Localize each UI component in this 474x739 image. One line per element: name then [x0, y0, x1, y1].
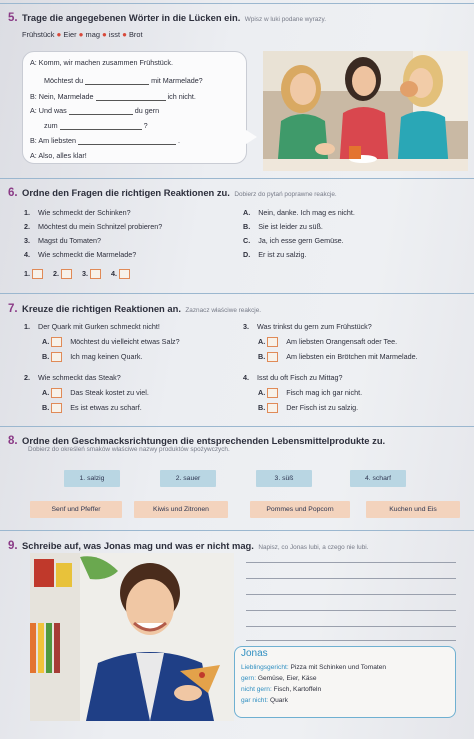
writing-line[interactable] [246, 640, 456, 641]
checkbox[interactable] [267, 352, 278, 362]
checkbox[interactable] [51, 352, 62, 362]
info-label: gar nicht: [241, 697, 269, 704]
product-chip[interactable]: Pommes und Popcorn [250, 501, 350, 518]
answer-slots [24, 269, 130, 279]
speech-bubble-tail [243, 128, 257, 146]
ex9-header [8, 536, 368, 554]
answer-text: Nein, danke. Ich mag es nicht. [258, 208, 355, 217]
ex6-title: Ordne den Fragen die richtigen Reaktionen zu. [22, 187, 230, 198]
ex7-option [258, 403, 358, 413]
question-text: Wie schmeckt der Schinken? [38, 208, 131, 217]
checkbox[interactable] [267, 388, 278, 398]
taste-chip[interactable]: 1. salzig [64, 470, 120, 487]
info-label: nicht gern: [241, 686, 272, 693]
checkbox[interactable] [51, 337, 62, 347]
info-row [241, 675, 317, 682]
separator [0, 3, 474, 4]
writing-line[interactable] [246, 562, 456, 563]
product-chip[interactable]: Kiwis und Zitronen [134, 501, 228, 518]
dialog-line: A: Komm, wir machen zusammen Frühstück. [30, 58, 173, 67]
question-number: 1. [24, 208, 30, 217]
answer-letter: B. [243, 222, 251, 231]
info-value: Gemüse, Eier, Käse [257, 675, 317, 682]
bullet-dot: ● [122, 30, 127, 39]
slot-number: 1. [24, 269, 30, 278]
question-item [24, 250, 136, 259]
separator [0, 293, 474, 294]
ex7-title: Kreuze die richtigen Reaktionen an. [22, 303, 181, 314]
option-text: Ich mag keinen Quark. [70, 352, 143, 361]
breakfast-photo [263, 51, 468, 171]
ex7-option [258, 388, 362, 398]
option-letter: A. [258, 337, 266, 346]
separator [0, 426, 474, 427]
ex7-option [42, 352, 143, 362]
word-bank-item: Frühstück [22, 30, 55, 39]
option-text: Der Fisch ist zu salzig. [286, 403, 359, 412]
info-value: Pizza mit Schinken und Tomaten [290, 664, 387, 671]
question-text: Der Quark mit Gurken schmeckt nicht! [38, 322, 160, 331]
ex5-word-bank [22, 30, 143, 39]
dialog-text: zum [44, 121, 58, 130]
info-row [241, 664, 386, 671]
gap-field[interactable] [69, 107, 133, 115]
question-text: Magst du Tomaten? [38, 236, 101, 245]
answer-box[interactable] [32, 269, 43, 279]
option-text: Am liebsten Orangensaft oder Tee. [286, 337, 398, 346]
info-value: Fisch, Kartoffeln [273, 686, 322, 693]
ex5-number: 5. [8, 12, 18, 24]
question-number: 2. [24, 222, 30, 231]
question-text: Isst du oft Fisch zu Mittag? [257, 373, 343, 382]
option-text: Möchtest du vielleicht etwas Salz? [70, 337, 180, 346]
word-bank-item: isst [108, 30, 120, 39]
question-number: 1. [24, 322, 30, 331]
question-text: Wie schmeckt die Marmelade? [38, 250, 137, 259]
slot-number: 3. [82, 269, 88, 278]
ex6-hint: Dobierz do pytań poprawne reakcje. [234, 191, 337, 198]
word-bank-item: Brot [128, 30, 143, 39]
dialog-text: du gern [134, 106, 160, 115]
dialog-text: ich nicht. [167, 92, 196, 101]
dialog-text: Möchtest du [44, 76, 84, 85]
info-label: gern: [241, 675, 257, 682]
question-number: 4. [243, 373, 249, 382]
ex8-number: 8. [8, 435, 18, 447]
answer-item [243, 250, 307, 259]
option-letter: B. [42, 352, 50, 361]
option-letter: A. [42, 388, 50, 397]
ex7-option [42, 403, 142, 413]
question-text: Wie schmeckt das Steak? [38, 373, 121, 382]
checkbox[interactable] [51, 388, 62, 398]
answer-letter: D. [243, 250, 251, 259]
option-letter: B. [258, 403, 266, 412]
question-item [24, 208, 131, 217]
answer-item [243, 222, 323, 231]
ex5-header [8, 8, 326, 26]
option-letter: B. [258, 352, 266, 361]
checkbox[interactable] [267, 403, 278, 413]
dialog-line [30, 92, 196, 101]
slot-number: 2. [53, 269, 59, 278]
writing-line[interactable] [246, 594, 456, 595]
slot-number: 4. [111, 269, 117, 278]
answer-item [243, 208, 355, 217]
ex7-number: 7. [8, 303, 18, 315]
ex7-question [24, 322, 160, 331]
jonas-name: Jonas [241, 648, 268, 659]
word-bank-item: Eier [63, 30, 77, 39]
dialog-text: ? [143, 121, 148, 130]
dialog-text: mit Marmelade? [151, 76, 203, 85]
answer-letter: A. [243, 208, 251, 217]
product-chip[interactable]: Kuchen und Eis [366, 501, 460, 518]
question-item [24, 236, 101, 245]
question-number: 3. [24, 236, 30, 245]
answer-text: Er ist zu salzig. [258, 250, 307, 259]
option-letter: B. [42, 403, 50, 412]
info-row [241, 697, 288, 704]
ex7-header [8, 299, 261, 317]
ex7-option [258, 352, 418, 362]
ex6-number: 6. [8, 187, 18, 199]
question-item [24, 222, 162, 231]
info-value: Quark [269, 697, 288, 704]
ex9-number: 9. [8, 540, 18, 552]
taste-chip[interactable]: 2. sauer [160, 470, 216, 487]
answer-box[interactable] [61, 269, 72, 279]
ex7-hint: Zaznacz właściwe reakcje. [185, 307, 262, 314]
jonas-photo [30, 553, 234, 721]
dialog-line: A: Also, alles klar! [30, 151, 87, 160]
answer-text: Sie ist leider zu süß. [258, 222, 323, 231]
writing-line[interactable] [246, 610, 456, 611]
answer-box[interactable] [119, 269, 130, 279]
ex7-option [42, 337, 180, 347]
question-number: 3. [243, 322, 249, 331]
dialog-text: B: Nein, Marmelade [30, 92, 94, 101]
dialog-line [30, 136, 180, 145]
dialog-line [44, 76, 203, 85]
gap-field[interactable] [78, 137, 176, 145]
jonas-photo-illustration [30, 553, 234, 721]
ex9-title: Schreibe auf, was Jonas mag und was er nicht mag. [22, 540, 254, 551]
bullet-dot: ● [78, 30, 84, 39]
gap-field[interactable] [96, 93, 166, 101]
dialog-text: A: Und was [30, 106, 67, 115]
ex7-question [24, 373, 121, 382]
separator [0, 178, 474, 179]
dialog-line [44, 121, 148, 130]
bullet-dot: ● [102, 30, 107, 39]
dialog-text: . [177, 136, 180, 145]
taste-chip[interactable]: 4. scharf [350, 470, 406, 487]
ex7-question [243, 373, 343, 382]
dialog-text: B: Am liebsten [30, 136, 76, 145]
bullet-dot: ● [56, 30, 62, 39]
answer-box[interactable] [90, 269, 101, 279]
product-chip[interactable]: Senf und Pfeffer [30, 501, 122, 518]
option-letter: A. [42, 337, 50, 346]
ex7-option [42, 388, 149, 398]
answer-text: Ja, ich esse gern Gemüse. [258, 236, 344, 245]
word-bank-item: mag [85, 30, 100, 39]
breakfast-photo-illustration [263, 51, 468, 171]
info-label: Lieblingsgericht: [241, 664, 289, 671]
taste-chip[interactable]: 3. süß [256, 470, 312, 487]
answer-letter: C. [243, 236, 251, 245]
option-letter: A. [258, 388, 266, 397]
checkbox[interactable] [267, 337, 278, 347]
option-text: Am liebsten ein Brötchen mit Marmelade. [286, 352, 418, 361]
option-text: Es ist etwas zu scharf. [70, 403, 142, 412]
ex5-title: Trage die angegebenen Wörter in die Lücken ein. [22, 12, 241, 23]
ex8-hint: Dobierz do określeń smaków właściwe nazwy produktów spożywczych. [28, 446, 230, 453]
gap-field[interactable] [60, 122, 142, 130]
writing-line[interactable] [246, 626, 456, 627]
ex7-option [258, 337, 397, 347]
question-text: Möchtest du mein Schnitzel probieren? [38, 222, 163, 231]
info-row [241, 686, 321, 693]
ex9-hint: Napisz, co Jonas lubi, a czego nie lubi. [258, 544, 369, 551]
option-text: Das Steak kostet zu viel. [70, 388, 149, 397]
writing-line[interactable] [246, 578, 456, 579]
question-text: Was trinkst du gern zum Frühstück? [257, 322, 372, 331]
ex6-header [8, 183, 337, 201]
option-text: Fisch mag ich gar nicht. [286, 388, 363, 397]
ex8-title: Ordne den Geschmacksrichtungen die entsprechenden Lebensmittelprodukte zu. [22, 435, 386, 446]
dialog-line [30, 106, 159, 115]
ex5-hint: Wpisz w luki podane wyrazy. [244, 16, 326, 23]
answer-item [243, 236, 344, 245]
checkbox[interactable] [51, 403, 62, 413]
gap-field[interactable] [85, 77, 149, 85]
question-number: 2. [24, 373, 30, 382]
ex7-question [243, 322, 372, 331]
question-number: 4. [24, 250, 30, 259]
separator [0, 530, 474, 531]
